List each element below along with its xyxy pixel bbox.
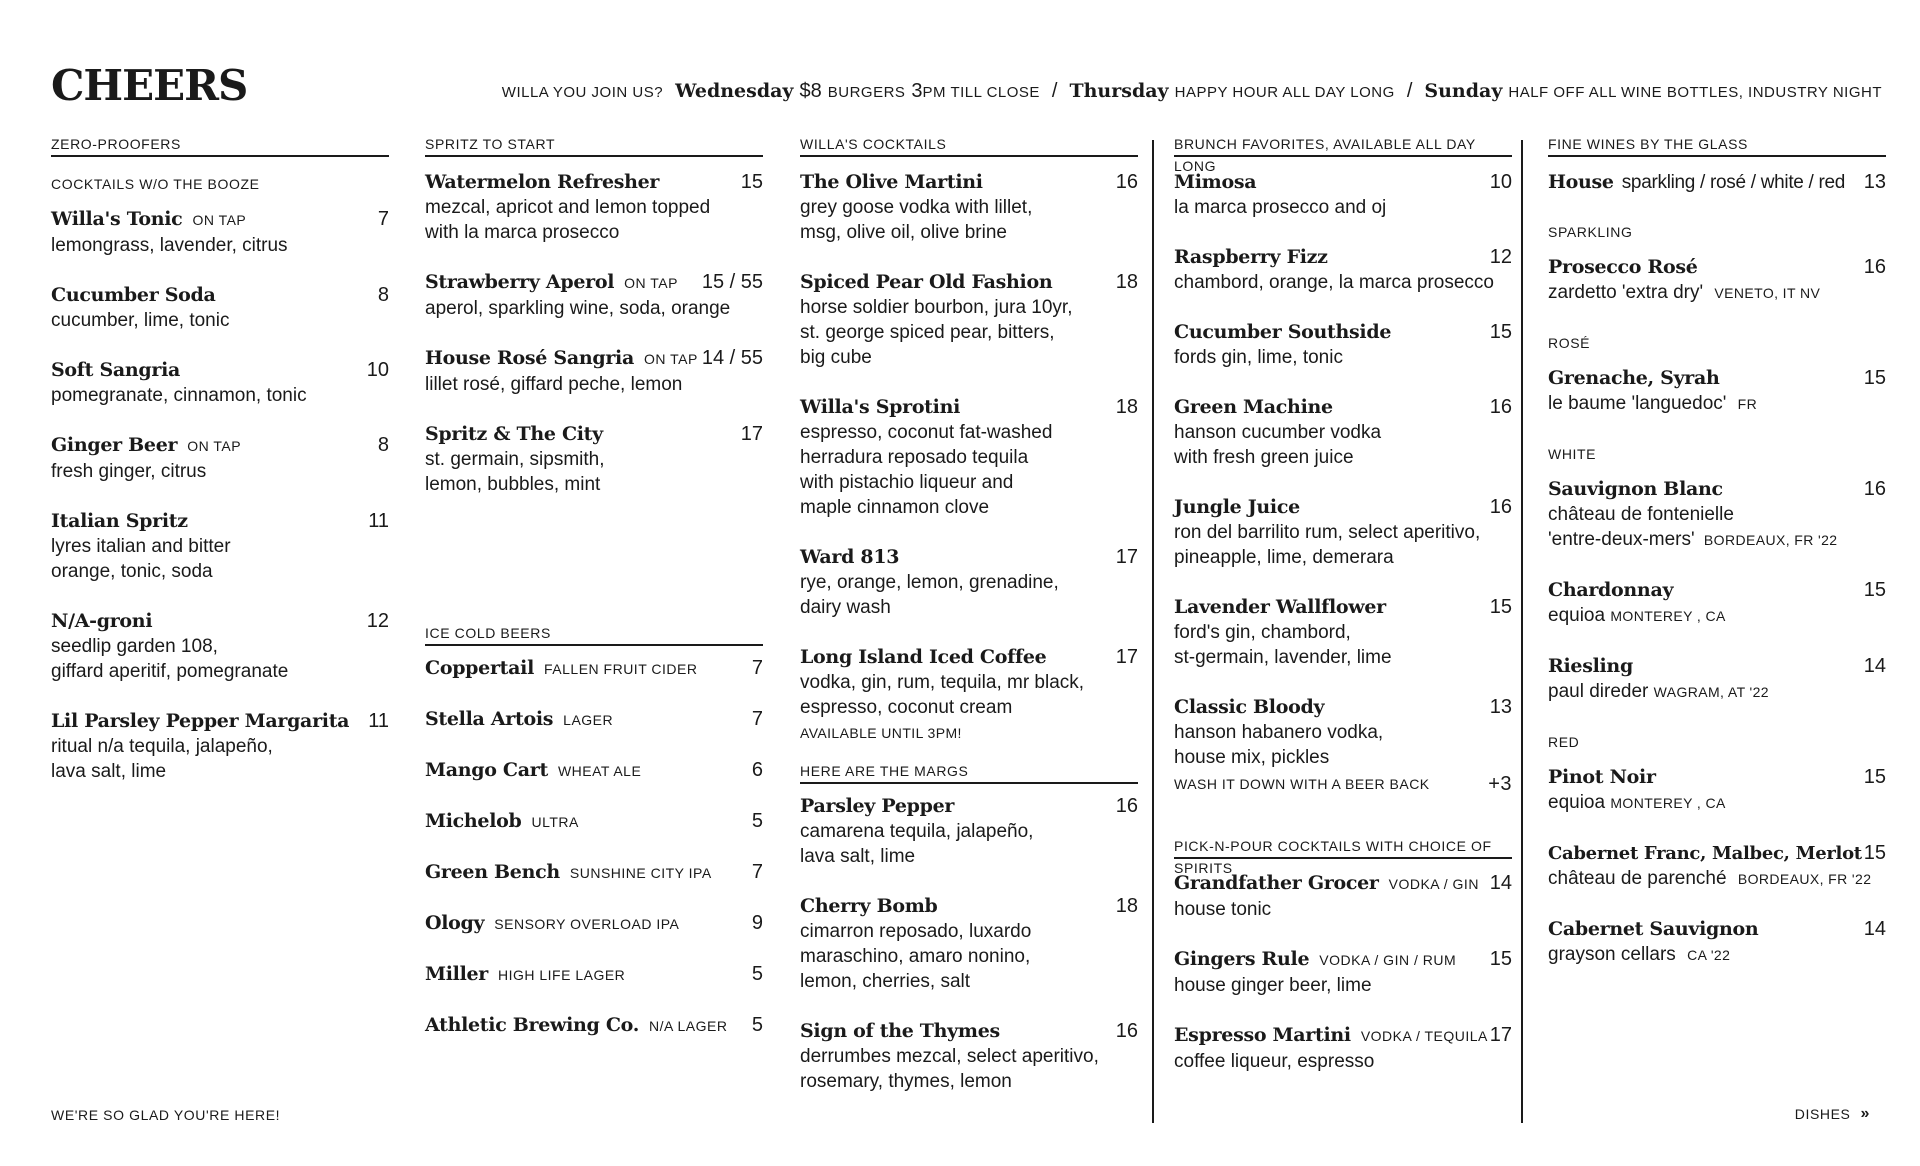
- wine-item: Prosecco Rosé 16 zardetto 'extra dry' VENETO, IT NV: [1548, 256, 1886, 303]
- section-heading: FINE WINES BY THE GLASS: [1548, 133, 1886, 157]
- wine-item: Cabernet Sauvignon 14 grayson cellars CA '22: [1548, 918, 1886, 965]
- wine-item: Chardonnay 15 equioa MONTEREY , CA: [1548, 579, 1886, 626]
- menu-item: Cucumber Soda 8 cucumber, lime, tonic: [51, 284, 389, 331]
- wine-item: Pinot Noir 15 equioa MONTEREY , CA: [1548, 766, 1886, 813]
- beer-item: Mango Cart WHEAT ALE 6: [425, 759, 763, 781]
- menu-item: Willa's Sprotini 18 espresso, coconut fat-washed herradura reposado tequila with pistachio liqueur and maple cinnamon clove: [800, 396, 1138, 518]
- section-heading: ICE COLD BEERS: [425, 622, 763, 646]
- wine-item: Cabernet Franc, Malbec, Merlot 15 château de parenché BORDEAUX, FR '22: [1548, 842, 1886, 889]
- special-time: 3: [911, 80, 923, 102]
- menu-item: Italian Spritz 11 lyres italian and bitter orange, tonic, soda: [51, 510, 389, 582]
- section-heading: WILLA'S COCKTAILS: [800, 133, 1138, 157]
- column-cocktails: [800, 133, 1138, 1094]
- dishes-link[interactable]: [1795, 1105, 1870, 1123]
- menu-item: Classic Bloody 13 hanson habanero vodka, house mix, pickles: [1174, 696, 1512, 768]
- section-heading: SPRITZ TO START: [425, 133, 763, 157]
- beer-item: Stella Artois LAGER 7: [425, 708, 763, 730]
- menu-item: Watermelon Refresher 15 mezcal, apricot and lemon topped with la marca prosecco: [425, 171, 763, 243]
- column-divider: [1521, 140, 1523, 1123]
- menu-item: N/A-groni 12 seedlip garden 108, giffard aperitif, pomegranate: [51, 610, 389, 682]
- dishes-link-label: DISHES: [1794, 1106, 1851, 1122]
- menu-item: Sign of the Thymes 16 derrumbes mezcal, select aperitivo, rosemary, thymes, lemon: [800, 1020, 1138, 1092]
- section-heading: ZERO-PROOFERS: [51, 133, 389, 157]
- column-zero-proofers: [51, 133, 389, 784]
- footer-message: WE'RE SO GLAD YOU'RE HERE!: [51, 1107, 281, 1123]
- beer-item: Ology SENSORY OVERLOAD IPA 9: [425, 912, 763, 934]
- special-day-wednesday: Wednesday: [675, 80, 794, 102]
- column-brunch: [1174, 133, 1512, 1074]
- menu-item: Gingers Rule VODKA / GIN / RUM 15 house ginger beer, lime: [1174, 948, 1512, 996]
- special-day-thursday: Thursday: [1069, 80, 1169, 102]
- menu-item: Parsley Pepper 16 camarena tequila, jalapeño, lava salt, lime: [800, 795, 1138, 867]
- wine-item: Riesling 14 paul direder WAGRAM, AT '22: [1548, 655, 1886, 702]
- beer-item: Michelob ULTRA 5: [425, 810, 763, 832]
- section-heading: HERE ARE THE MARGS: [800, 760, 1138, 784]
- menu-item: House Rosé Sangria ON TAP 14 / 55 lillet rosé, giffard peche, lemon: [425, 347, 763, 395]
- beer-item: Coppertail FALLEN FRUIT CIDER 7: [425, 657, 763, 679]
- wine-category-label: RED: [1548, 734, 1580, 750]
- menu-item: Cucumber Southside 15 fords gin, lime, tonic: [1174, 321, 1512, 368]
- special-text: HAPPY HOUR ALL DAY LONG: [1174, 84, 1395, 101]
- chevron-double-right-icon: »: [1860, 1105, 1870, 1122]
- menu-item: Ginger Beer ON TAP 8 fresh ginger, citrus: [51, 434, 389, 482]
- menu-item: Long Island Iced Coffee 17 vodka, gin, rum, tequila, mr black, espresso, coconut cream AVAILABLE UNTIL 3PM!: [800, 646, 1138, 741]
- menu-item: Lil Parsley Pepper Margarita 11 ritual n/a tequila, jalapeño, lava salt, lime: [51, 710, 389, 782]
- section-heading: PICK-N-POUR COCKTAILS WITH CHOICE OF SPIRITS: [1174, 835, 1512, 859]
- menu-item: Mimosa 10 la marca prosecco and oj: [1174, 171, 1512, 218]
- wine-item: Sauvignon Blanc 16 château de fontenielle 'entre-deux-mers' BORDEAUX, FR '22: [1548, 478, 1886, 550]
- wine-item-house: House sparkling / rosé / white / red 13: [1548, 171, 1886, 193]
- special-text: HALF OFF ALL WINE BOTTLES, INDUSTRY NIGHT: [1508, 84, 1882, 101]
- menu-item: Green Machine 16 hanson cucumber vodka with fresh green juice: [1174, 396, 1512, 468]
- special-text: BURGERS: [827, 84, 906, 101]
- menu-item: Spritz & The City 17 st. germain, sipsmith, lemon, bubbles, mint: [425, 423, 763, 495]
- menu-item: Jungle Juice 16 ron del barrilito rum, select aperitivo, pineapple, lime, demerara: [1174, 496, 1512, 568]
- wine-category-label: SPARKLING: [1548, 224, 1633, 240]
- menu-item: Cherry Bomb 18 cimarron reposado, luxardo maraschino, amaro nonino, lemon, cherries, salt: [800, 895, 1138, 992]
- wine-item: Grenache, Syrah 15 le baume 'languedoc' FR: [1548, 367, 1886, 414]
- special-day-sunday: Sunday: [1424, 80, 1503, 102]
- beer-item: Miller HIGH LIFE LAGER 5: [425, 963, 763, 985]
- menu-item: Espresso Martini VODKA / TEQUILA 17 coffee liqueur, espresso: [1174, 1024, 1512, 1072]
- beer-item: Athletic Brewing Co. N/A LAGER 5: [425, 1014, 763, 1036]
- beer-item: Green Bench SUNSHINE CITY IPA 7: [425, 861, 763, 883]
- special-amount: $8: [799, 80, 822, 102]
- column-divider: [1152, 140, 1154, 1123]
- wine-category-label: WHITE: [1548, 446, 1597, 462]
- separator: /: [1051, 80, 1058, 102]
- menu-item: Strawberry Aperol ON TAP 15 / 55 aperol, sparkling wine, soda, orange: [425, 271, 763, 319]
- wine-category-label: ROSÉ: [1548, 335, 1591, 351]
- specials-banner: [502, 80, 1882, 103]
- section-heading: BRUNCH FAVORITES, AVAILABLE ALL DAY LONG: [1174, 133, 1512, 157]
- menu-item: The Olive Martini 16 grey goose vodka with lillet, msg, olive oil, olive brine: [800, 171, 1138, 243]
- menu-item: Raspberry Fizz 12 chambord, orange, la marca prosecco: [1174, 246, 1512, 293]
- menu-item: Ward 813 17 rye, orange, lemon, grenadine, dairy wash: [800, 546, 1138, 618]
- menu-item: Soft Sangria 10 pomegranate, cinnamon, tonic: [51, 359, 389, 406]
- menu-item: Spiced Pear Old Fashion 18 horse soldier bourbon, jura 10yr, st. george spiced pear, bitters, big cube: [800, 271, 1138, 368]
- menu-item: Lavender Wallflower 15 ford's gin, chambord, st-germain, lavender, lime: [1174, 596, 1512, 668]
- specials-intro: WILLA YOU JOIN US?: [501, 84, 664, 101]
- page-title: CHEERS: [51, 61, 248, 110]
- separator: /: [1406, 80, 1413, 102]
- special-text: PM TILL CLOSE: [922, 84, 1040, 101]
- section-subheading: COCKTAILS W/O THE BOOZE: [51, 176, 260, 192]
- column-spritz: [425, 133, 763, 1039]
- beer-back-note: WASH IT DOWN WITH A BEER BACK +3: [1174, 773, 1512, 795]
- column-wines: [1548, 133, 1886, 968]
- menu-item: Grandfather Grocer VODKA / GIN 14 house tonic: [1174, 872, 1512, 920]
- menu-item: Willa's Tonic ON TAP 7 lemongrass, lavender, citrus: [51, 208, 389, 256]
